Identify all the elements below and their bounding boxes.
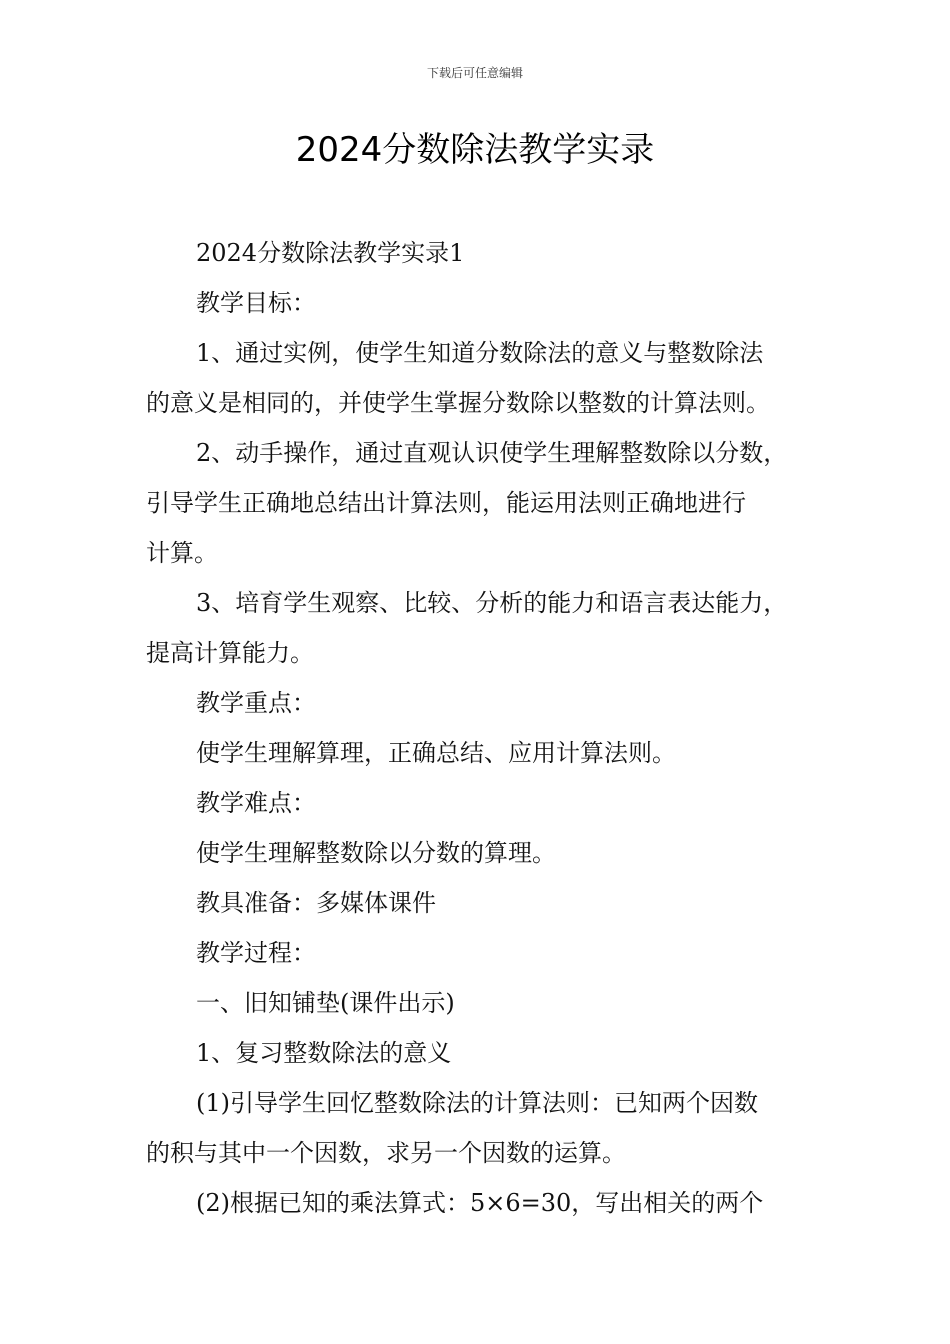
body-line: 2、动手操作，通过直观认识使学生理解整数除以分数， <box>196 439 788 467</box>
body-line: 3、培育学生观察、比较、分析的能力和语言表达能力， <box>196 589 788 617</box>
body-line: (1)引导学生回忆整数除法的计算法则：已知两个因数 <box>196 1089 758 1117</box>
body-line: 的积与其中一个因数，求另一个因数的运算。 <box>146 1139 626 1167</box>
page-header-note: 下载后可任意编辑 <box>426 66 523 80</box>
body-line: 教学目标： <box>196 289 316 317</box>
body-line: 2024分数除法教学实录1 <box>196 239 465 267</box>
body-line: 使学生理解整数除以分数的算理。 <box>196 839 556 867</box>
body-line: 提高计算能力。 <box>146 639 314 667</box>
body-line: 教学难点： <box>196 789 316 817</box>
document-title: 2024分数除法教学实录 <box>295 130 655 170</box>
body-line: 教学过程： <box>196 939 316 967</box>
body-line: 教学重点： <box>196 689 316 717</box>
body-line: 1、通过实例，使学生知道分数除法的意义与整数除法 <box>196 339 764 367</box>
body-line: 1、复习整数除法的意义 <box>196 1039 452 1067</box>
body-line: (2)根据已知的乘法算式：5×6=30，写出相关的两个 <box>196 1189 764 1217</box>
body-line: 引导学生正确地总结出计算法则，能运用法则正确地进行 <box>146 489 746 517</box>
body-line: 一、旧知铺垫(课件出示) <box>196 989 455 1017</box>
document-body <box>146 228 814 1228</box>
body-line: 使学生理解算理，正确总结、应用计算法则。 <box>196 739 676 767</box>
body-line: 的意义是相同的，并使学生掌握分数除以整数的计算法则。 <box>146 389 770 417</box>
body-line: 教具准备：多媒体课件 <box>196 889 436 917</box>
body-line: 计算。 <box>146 539 218 567</box>
